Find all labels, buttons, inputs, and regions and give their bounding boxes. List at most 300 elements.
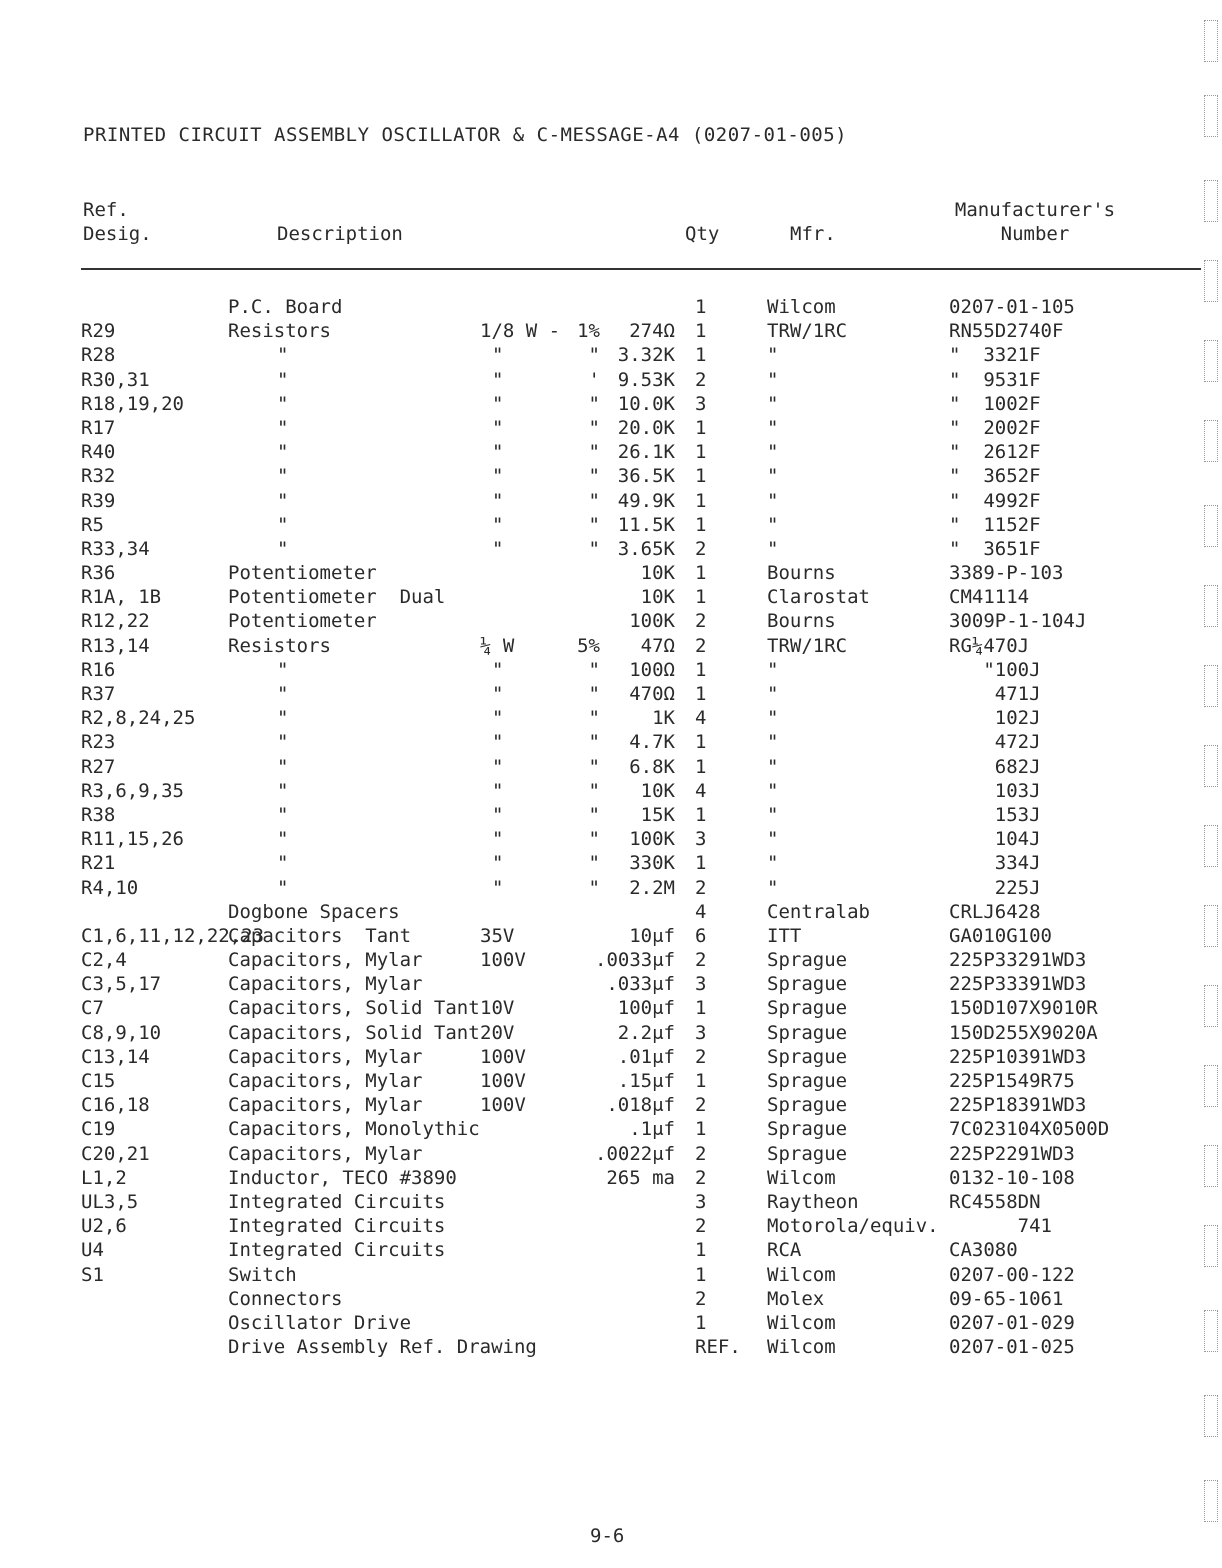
table-row (0, 1312, 1222, 1336)
cell-rate: 35V (480, 924, 515, 947)
cell-qty: 2 (695, 949, 707, 972)
cell-qty: 1 (695, 1118, 707, 1141)
cell-desc: Capacitors, Mylar (228, 1070, 423, 1092)
cell-desc: " (277, 828, 289, 851)
cell-ref: R37 (81, 683, 116, 705)
cell-num: "100J (949, 658, 1041, 681)
cell-qty: 1 (695, 731, 707, 754)
cell-desc: " (277, 876, 289, 899)
cell-rate: " (492, 513, 504, 536)
cell-val: 15K (640, 803, 675, 826)
cell-num: CRLJ6428 (949, 900, 1041, 923)
cell-val: 11.5K (617, 513, 675, 536)
cell-ref: R28 (81, 344, 116, 367)
cell-qty: 1 (695, 344, 707, 367)
cell-mfr: " (767, 513, 779, 536)
cell-desc: " (277, 683, 289, 705)
cell-val: 10μf (629, 924, 675, 947)
cell-qty: 2 (695, 368, 707, 391)
table-row (0, 707, 1222, 731)
cell-mfr: " (767, 803, 779, 826)
cell-mfr: " (767, 658, 779, 681)
cell-ref: R27 (81, 755, 116, 778)
binder-edge-mark (1204, 260, 1218, 302)
table-row (0, 804, 1222, 828)
cell-num: 225P33291WD3 (949, 949, 1087, 972)
table-row (0, 973, 1222, 997)
cell-qty: 4 (695, 707, 707, 730)
cell-desc: Capacitors, Monolythic (228, 1118, 480, 1141)
cell-qty: 2 (695, 1287, 707, 1310)
binder-edge-mark (1204, 585, 1218, 627)
table-row (0, 635, 1222, 659)
cell-rate: " (492, 658, 504, 681)
cell-ref: R36 (81, 562, 116, 585)
cell-num: 3389-P-103 (949, 562, 1064, 585)
cell-desc: Dogbone Spacers (228, 900, 400, 923)
cell-rate: " (492, 828, 504, 851)
cell-mfr: " (767, 368, 779, 391)
table-row (0, 1022, 1222, 1046)
cell-tol: " (588, 344, 600, 367)
cell-qty: 1 (695, 658, 707, 681)
cell-num: " 2612F (949, 441, 1041, 464)
cell-mfr: RCA (767, 1239, 802, 1262)
cell-ref: L1,2 (81, 1166, 127, 1189)
cell-desc: Capacitors, Mylar (228, 1142, 423, 1165)
cell-mfr: Centralab (767, 900, 870, 923)
table-row (0, 1143, 1222, 1167)
cell-mfr: " (767, 828, 779, 851)
cell-mfr: " (767, 707, 779, 730)
cell-num: " 2002F (949, 416, 1041, 439)
cell-num: 682J (949, 755, 1041, 778)
cell-qty: 1 (695, 755, 707, 778)
cell-qty: 2 (695, 1166, 707, 1189)
cell-desc: Potentiometer Dual (228, 586, 446, 609)
header-ref-line1: Ref. (83, 199, 129, 221)
cell-ref: C1,6,11,12,22,23 (81, 924, 265, 947)
cell-rate: " (492, 755, 504, 778)
cell-qty: 1 (695, 997, 707, 1020)
cell-mfr: " (767, 852, 779, 875)
binder-edge-mark (1204, 1065, 1218, 1107)
cell-rate: " (492, 803, 504, 826)
binder-edge-mark (1204, 905, 1218, 947)
cell-ref: U2,6 (81, 1215, 127, 1238)
cell-rate: 1/8 W - (480, 320, 561, 343)
binder-edge-mark (1204, 420, 1218, 462)
binder-edge-mark (1204, 180, 1218, 222)
cell-desc: Integrated Circuits (228, 1190, 446, 1213)
cell-mfr: " (767, 392, 779, 415)
cell-ref: R11,15,26 (81, 828, 184, 851)
cell-val: .0022μf (595, 1142, 676, 1165)
cell-num: " 9531F (949, 368, 1041, 391)
cell-desc: " (277, 441, 289, 464)
cell-desc: Capacitors, Solid Tant (228, 997, 480, 1020)
cell-desc: Integrated Circuits (228, 1215, 446, 1238)
cell-rate: " (492, 779, 504, 802)
cell-mfr: Wilcom (767, 1166, 836, 1189)
cell-val: 36.5K (617, 465, 675, 488)
table-row (0, 925, 1222, 949)
cell-val: .15μf (617, 1070, 675, 1092)
binder-edge-mark (1204, 1395, 1218, 1437)
cell-num: 225P33391WD3 (949, 973, 1087, 996)
cell-ref: R4,10 (81, 876, 139, 899)
cell-num: 103J (949, 779, 1041, 802)
cell-ref: R40 (81, 441, 116, 464)
binder-edge-mark (1204, 1145, 1218, 1187)
cell-num: 102J (949, 707, 1041, 730)
cell-mfr: Sprague (767, 973, 848, 996)
cell-num: 225P18391WD3 (949, 1094, 1087, 1117)
table-row (0, 1215, 1222, 1239)
table-row (0, 1191, 1222, 1215)
cell-qty: 2 (695, 610, 707, 633)
cell-val: 26.1K (617, 441, 675, 464)
table-row (0, 586, 1222, 610)
cell-tol: " (588, 852, 600, 875)
table-row (0, 780, 1222, 804)
cell-val: 9.53K (617, 368, 675, 391)
cell-num: 225P10391WD3 (949, 1045, 1087, 1068)
cell-val: 274Ω (629, 320, 675, 343)
cell-val: 10K (640, 586, 675, 609)
cell-desc: Switch (228, 1263, 297, 1286)
cell-val: 47Ω (640, 634, 675, 657)
cell-desc: Resistors (228, 634, 331, 657)
cell-ref: C2,4 (81, 949, 127, 972)
cell-tol: " (588, 489, 600, 512)
cell-val: 100K (629, 828, 675, 851)
cell-num: 225J (949, 876, 1041, 899)
table-row (0, 852, 1222, 876)
cell-qty: 4 (695, 779, 707, 802)
cell-desc: " (277, 537, 289, 560)
cell-val: 265 ma (606, 1166, 675, 1189)
header-mfn-line2: Number (1000, 223, 1070, 245)
binder-edge-mark (1204, 665, 1218, 707)
cell-qty: 1 (695, 441, 707, 464)
cell-rate: " (492, 489, 504, 512)
cell-num: RG¼470J (949, 634, 1030, 657)
cell-num: " 4992F (949, 489, 1041, 512)
cell-qty: 2 (695, 537, 707, 560)
cell-tol: " (588, 658, 600, 681)
cell-rate: 100V (480, 949, 526, 972)
table-row (0, 828, 1222, 852)
cell-mfr: Wilcom (767, 1311, 836, 1334)
binder-edge-mark (1204, 1480, 1218, 1522)
cell-desc: Capacitors, Mylar (228, 1094, 423, 1117)
cell-mfr: " (767, 876, 779, 899)
cell-qty: 1 (695, 1263, 707, 1286)
cell-ref: R1A, 1B (81, 586, 162, 609)
binder-edge-mark (1204, 505, 1218, 547)
cell-val: 330K (629, 852, 675, 875)
table-row (0, 756, 1222, 780)
cell-desc: " (277, 658, 289, 681)
cell-num: 7C023104X0500D (949, 1118, 1110, 1141)
cell-rate: " (492, 465, 504, 488)
cell-num: 0207-01-105 (949, 296, 1075, 318)
cell-ref: R33,34 (81, 537, 150, 560)
binder-edge-mark (1204, 1310, 1218, 1352)
cell-tol: " (588, 416, 600, 439)
table-row (0, 320, 1222, 344)
cell-mfr: Motorola/equiv. (767, 1215, 939, 1238)
cell-qty: 1 (695, 586, 707, 609)
cell-mfr: TRW/1RC (767, 320, 848, 343)
cell-mfr: Bourns (767, 610, 836, 633)
cell-rate: 10V (480, 997, 515, 1020)
cell-val: 3.65K (617, 537, 675, 560)
cell-tol: 5% (577, 634, 600, 657)
cell-ref: R30,31 (81, 368, 150, 391)
cell-tol: " (588, 392, 600, 415)
cell-mfr: " (767, 731, 779, 754)
cell-ref: R21 (81, 852, 116, 875)
cell-rate: " (492, 537, 504, 560)
cell-rate: " (492, 683, 504, 705)
cell-num: CA3080 (949, 1239, 1018, 1262)
cell-qty: 1 (695, 489, 707, 512)
table-row (0, 1336, 1222, 1360)
table-row (0, 1094, 1222, 1118)
cell-mfr: Sprague (767, 997, 848, 1020)
cell-qty: 1 (695, 803, 707, 826)
table-row (0, 490, 1222, 514)
cell-desc: " (277, 755, 289, 778)
table-row (0, 1288, 1222, 1312)
cell-rate: " (492, 416, 504, 439)
cell-num: " 1152F (949, 513, 1041, 536)
cell-val: .1μf (629, 1118, 675, 1141)
cell-val: .01μf (617, 1045, 675, 1068)
cell-ref: C3,5,17 (81, 973, 162, 996)
table-row (0, 1264, 1222, 1288)
cell-qty: 3 (695, 1021, 707, 1044)
cell-val: 49.9K (617, 489, 675, 512)
cell-qty: 1 (695, 465, 707, 488)
cell-val: 4.7K (629, 731, 675, 754)
cell-val: 100K (629, 610, 675, 633)
cell-desc: " (277, 731, 289, 754)
cell-ref: C7 (81, 997, 104, 1020)
cell-num: 3009P-1-104J (949, 610, 1087, 633)
table-row (0, 1239, 1222, 1263)
cell-rate: 100V (480, 1045, 526, 1068)
cell-desc: Oscillator Drive (228, 1311, 412, 1334)
cell-qty: 1 (695, 562, 707, 585)
table-row (0, 610, 1222, 634)
table-row (0, 1070, 1222, 1094)
cell-qty: 1 (695, 683, 707, 705)
cell-desc: Capacitors Tant (228, 924, 412, 947)
cell-qty: REF. (695, 1336, 741, 1359)
cell-qty: 2 (695, 1045, 707, 1068)
cell-val: 1K (652, 707, 675, 730)
header-qty: Qty (685, 223, 720, 245)
cell-ref: UL3,5 (81, 1190, 139, 1213)
table-row (0, 659, 1222, 683)
cell-num: RN55D2740F (949, 320, 1064, 343)
cell-val: 2.2M (629, 876, 675, 899)
cell-rate: " (492, 441, 504, 464)
cell-desc: " (277, 489, 289, 512)
cell-num: 0207-01-029 (949, 1311, 1075, 1334)
cell-num: 0132-10-108 (949, 1166, 1075, 1189)
cell-num: 153J (949, 803, 1041, 826)
table-row (0, 949, 1222, 973)
cell-desc: " (277, 368, 289, 391)
cell-mfr: Sprague (767, 1021, 848, 1044)
cell-desc: Drive Assembly Ref. Drawing (228, 1336, 537, 1359)
cell-tol: " (588, 465, 600, 488)
cell-mfr: Clarostat (767, 586, 870, 609)
cell-ref: C8,9,10 (81, 1021, 162, 1044)
cell-ref: R38 (81, 803, 116, 826)
cell-ref: C16,18 (81, 1094, 150, 1117)
cell-qty: 3 (695, 973, 707, 996)
header-rule (81, 268, 1201, 270)
binder-edge-mark (1204, 1225, 1218, 1267)
cell-ref: S1 (81, 1263, 104, 1286)
cell-qty: 6 (695, 924, 707, 947)
cell-mfr: Sprague (767, 1045, 848, 1068)
cell-mfr: " (767, 489, 779, 512)
cell-mfr: " (767, 344, 779, 367)
cell-mfr: Sprague (767, 1142, 848, 1165)
cell-num: GA010G100 (949, 924, 1052, 947)
cell-ref: R16 (81, 658, 116, 681)
cell-rate: " (492, 392, 504, 415)
cell-ref: R18,19,20 (81, 392, 184, 415)
cell-ref: C13,14 (81, 1045, 150, 1068)
binder-edge-mark (1204, 340, 1218, 382)
cell-val: 10K (640, 562, 675, 585)
cell-num: 0207-01-025 (949, 1336, 1075, 1359)
cell-num: 09-65-1061 (949, 1287, 1064, 1310)
cell-ref: R23 (81, 731, 116, 754)
page-title: PRINTED CIRCUIT ASSEMBLY OSCILLATOR & C-MESSAGE-A4 (0207-01-005) (83, 124, 848, 146)
cell-mfr: Wilcom (767, 1336, 836, 1359)
cell-num: 0207-00-122 (949, 1263, 1075, 1286)
cell-desc: Capacitors, Mylar (228, 949, 423, 972)
header-mfr: Mfr. (790, 223, 836, 245)
cell-val: .033μf (606, 973, 675, 996)
cell-qty: 2 (695, 1215, 707, 1238)
cell-qty: 4 (695, 900, 707, 923)
cell-num: 471J (949, 683, 1041, 705)
cell-ref: R3,6,9,35 (81, 779, 184, 802)
cell-val: 100μf (617, 997, 675, 1020)
cell-mfr: Raytheon (767, 1190, 859, 1213)
page-number: 9-6 (590, 1525, 625, 1547)
cell-rate: " (492, 707, 504, 730)
cell-desc: " (277, 852, 289, 875)
cell-desc: " (277, 707, 289, 730)
cell-mfr: Sprague (767, 1094, 848, 1117)
table-row (0, 369, 1222, 393)
cell-val: 10K (640, 779, 675, 802)
table-row (0, 877, 1222, 901)
cell-num: " 1002F (949, 392, 1041, 415)
cell-qty: 3 (695, 1190, 707, 1213)
table-row (0, 417, 1222, 441)
cell-mfr: " (767, 465, 779, 488)
cell-val: 2.2μf (617, 1021, 675, 1044)
cell-num: 334J (949, 852, 1041, 875)
cell-qty: 2 (695, 876, 707, 899)
cell-desc: Connectors (228, 1287, 343, 1310)
table-row (0, 393, 1222, 417)
table-row (0, 1118, 1222, 1142)
cell-tol: " (588, 755, 600, 778)
cell-rate: ¼ W (480, 634, 515, 657)
header-ref-line2: Desig. (83, 223, 152, 245)
cell-desc: " (277, 416, 289, 439)
cell-val: 6.8K (629, 755, 675, 778)
cell-num: CM41114 (949, 586, 1030, 609)
header-description: Description (277, 223, 403, 245)
cell-val: .0033μf (595, 949, 676, 972)
cell-desc: P.C. Board (228, 296, 343, 318)
cell-qty: 1 (695, 296, 707, 318)
cell-ref: R12,22 (81, 610, 150, 633)
cell-val: 470Ω (629, 683, 675, 705)
cell-mfr: ITT (767, 924, 802, 947)
table-row (0, 538, 1222, 562)
cell-num: 150D107X9010R (949, 997, 1098, 1020)
header-mfn-line1: Manufacturer's (954, 199, 1116, 221)
cell-val: 10.0K (617, 392, 675, 415)
cell-val: 20.0K (617, 416, 675, 439)
cell-rate: " (492, 368, 504, 391)
table-row (0, 514, 1222, 538)
cell-mfr: " (767, 441, 779, 464)
cell-num: RC4558DN (949, 1190, 1041, 1213)
cell-mfr: " (767, 779, 779, 802)
cell-tol: " (588, 828, 600, 851)
table-row (0, 296, 1222, 320)
cell-tol: " (588, 683, 600, 705)
parts-list (0, 296, 1222, 1360)
cell-tol: " (588, 537, 600, 560)
cell-mfr: " (767, 755, 779, 778)
cell-desc: Integrated Circuits (228, 1239, 446, 1262)
cell-desc: " (277, 465, 289, 488)
cell-qty: 1 (695, 513, 707, 536)
cell-val: 100Ω (629, 658, 675, 681)
binder-edge-mark (1204, 985, 1218, 1027)
cell-mfr: " (767, 683, 779, 705)
cell-num: " 3652F (949, 465, 1041, 488)
cell-ref: R17 (81, 416, 116, 439)
cell-qty: 1 (695, 416, 707, 439)
cell-qty: 2 (695, 634, 707, 657)
cell-qty: 2 (695, 1094, 707, 1117)
cell-mfr: Bourns (767, 562, 836, 585)
cell-num: " 3651F (949, 537, 1041, 560)
cell-num: " 3321F (949, 344, 1041, 367)
cell-num: 472J (949, 731, 1041, 754)
cell-tol: " (588, 876, 600, 899)
cell-mfr: Molex (767, 1287, 825, 1310)
cell-num: 150D255X9020A (949, 1021, 1098, 1044)
